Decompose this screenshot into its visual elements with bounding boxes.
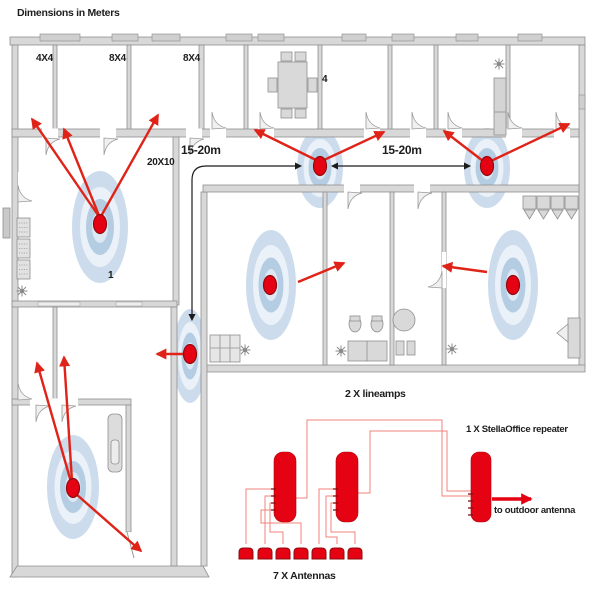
toilet (371, 316, 383, 332)
room-dim-label: 8X4 (109, 53, 126, 64)
toilet (349, 316, 361, 332)
window (456, 34, 478, 41)
wardrobe (557, 318, 580, 358)
radiator-icon (3, 208, 10, 238)
window (518, 34, 542, 41)
window (392, 34, 414, 41)
antenna-dot-corridor-left (314, 157, 327, 176)
hall-dim-label: 20X10 (147, 157, 175, 168)
door-icon (366, 112, 380, 129)
sink-counter (348, 341, 387, 361)
room-dim-label: 8X4 (183, 53, 200, 64)
antenna-symbols (239, 548, 362, 559)
door-icon (418, 192, 432, 209)
window (152, 34, 180, 41)
round-table (393, 309, 415, 355)
wall-corridor-bottom (203, 185, 579, 192)
wiring-schematic (239, 420, 531, 559)
outdoor-antenna-label: to outdoor antenna (494, 505, 576, 516)
lineamp-1 (274, 452, 296, 522)
signal-arrow (443, 266, 487, 272)
door-icon (18, 185, 32, 202)
distance-label-right: 15-20m (382, 143, 422, 157)
antenna-dot-bottom-left (67, 479, 80, 498)
door-icon (428, 271, 442, 288)
wall-corridor-right (201, 192, 207, 566)
door-icon (448, 112, 462, 129)
door-icon (212, 112, 226, 129)
wire-lineamp2-repeater (357, 431, 472, 493)
device-ports (271, 489, 473, 515)
window (40, 34, 80, 41)
wire (319, 489, 337, 544)
lineamp-2 (336, 452, 358, 522)
window (258, 34, 284, 41)
cabinet (494, 78, 506, 135)
coat-rack (523, 196, 578, 219)
antenna-number-label: 1 (108, 270, 114, 281)
antennas-count-label: 7 X Antennas (273, 570, 336, 582)
meeting-table (268, 52, 317, 118)
stellaoffice-repeater (471, 452, 491, 522)
lineamps-label: 2 X lineamps (345, 388, 406, 400)
wall-right-section-bottom (203, 365, 585, 372)
wall-left-section-bottom (10, 566, 209, 577)
antenna-dots (67, 157, 520, 498)
distance-label-left: 15-20m (181, 143, 221, 157)
room-number-label: 4 (322, 74, 328, 85)
window (226, 34, 252, 41)
antenna-dot-corridor-lower (184, 345, 197, 364)
antenna-dot-room-d (507, 276, 520, 295)
door-icon (104, 138, 118, 155)
room-dim-label: 4X4 (36, 53, 53, 64)
diagram-title: Dimensions in Meters (17, 7, 120, 19)
signal-arrow (298, 263, 344, 282)
wire-lineamp1-repeater (295, 420, 472, 498)
window (342, 34, 366, 41)
antenna-dot-room-a (264, 276, 277, 295)
door-fixture (108, 414, 122, 472)
window (112, 34, 138, 41)
wall-exterior-left (12, 45, 18, 577)
bookshelf (210, 335, 240, 362)
distance-arrow-to-corridor-antenna (192, 166, 301, 180)
door-icon (18, 383, 32, 400)
antenna-dot-corridor-right (481, 157, 494, 176)
window (579, 95, 585, 109)
antenna-dot-hall (94, 215, 107, 234)
door-icon (260, 112, 274, 129)
repeater-label: 1 X StellaOffice repeater (466, 424, 568, 435)
door-icon (412, 112, 426, 129)
door-icon (36, 405, 50, 422)
door-icon (348, 192, 362, 209)
wall-exterior-top (10, 37, 585, 45)
